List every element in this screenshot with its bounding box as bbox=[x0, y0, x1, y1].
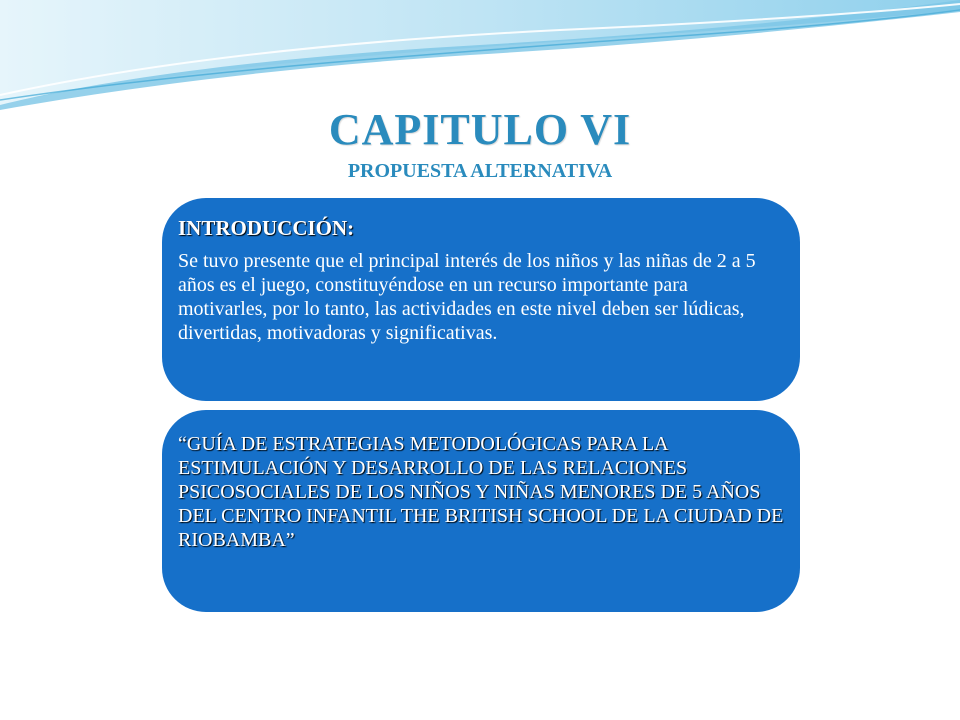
intro-heading: INTRODUCCIÓN: bbox=[178, 216, 355, 240]
intro-box bbox=[162, 198, 800, 401]
guide-title: “GUÍA DE ESTRATEGIAS METODOLÓGICAS PARA LA ESTIMULACIÓN Y DESARROLLO DE LAS RELACIONES PSICOSOCIALES DE LOS NIÑOS Y NIÑAS MENORES DE 5 AÑOS DEL CENTRO INFANTIL THE BRITISH SCHOOL DE LA CIUDAD DE RIOBAMBA” bbox=[178, 433, 784, 551]
slide-subtitle: PROPUESTA ALTERNATIVA bbox=[347, 160, 613, 182]
guide-box bbox=[162, 410, 800, 612]
intro-body: Se tuvo presente que el principal interés de los niños y las niñas de 2 a 5 años es el juego, constituyéndose en un recurso importante para motivarles, por lo tanto, las actividades en este nivel deben ser lúdicas, divertidas, motivadoras y significativas. bbox=[178, 250, 756, 344]
slide-title: CAPITULO VI bbox=[328, 105, 632, 154]
header-wave-decoration bbox=[0, 0, 960, 120]
